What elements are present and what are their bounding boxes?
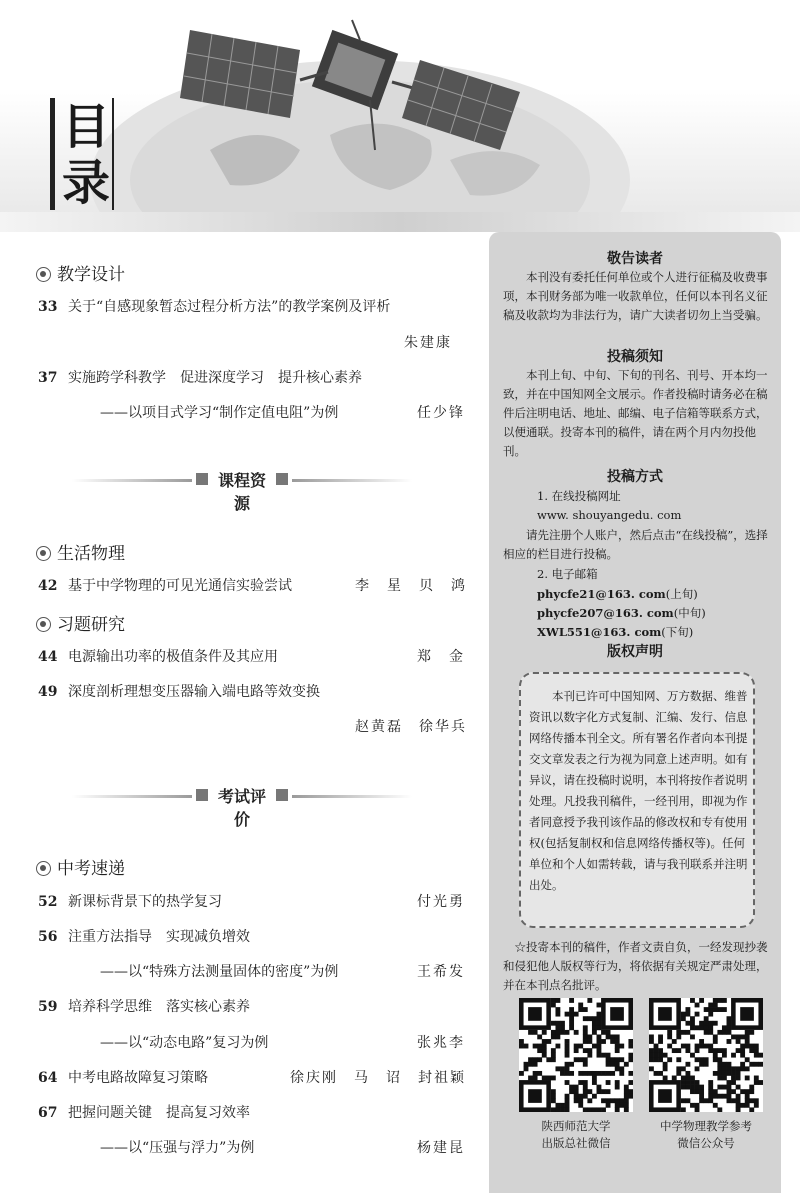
article-title: 把握问题关键 提高复习效率 xyxy=(68,1105,250,1121)
plagiarism-warning: ☆投寄本刊的稿件，作者文责自负，一经发现抄袭和侵犯他人版权等行为，将依据有关规定严肃处理，并在本刊点名批评。 xyxy=(503,940,768,992)
toc-entry[interactable] xyxy=(38,1102,250,1122)
article-title: 基于中学物理的可见光通信实验尝试 xyxy=(68,578,292,594)
section-heading: 教学设计 xyxy=(36,260,125,285)
section-heading: 中考速递 xyxy=(36,854,125,879)
submission-url[interactable]: www. shouyangedu. com xyxy=(537,508,682,522)
page-title-char-1: 目 xyxy=(62,99,111,155)
category-band xyxy=(72,468,412,513)
circle-bullet-icon xyxy=(36,546,51,561)
article-title: 实施跨学科教学 促进深度学习 提升核心素养 xyxy=(68,370,362,386)
qr-caption-journal: 中学物理教学参考 微信公众号 xyxy=(660,1119,752,1150)
article-title: 中考电路故障复习策略 xyxy=(68,1070,208,1086)
page-number: 52 xyxy=(38,894,58,910)
page-title-char-2: 录 xyxy=(62,155,111,211)
section-heading: 习题研究 xyxy=(36,610,125,635)
circle-bullet-icon xyxy=(36,617,51,632)
page-number: 56 xyxy=(38,929,58,945)
page-number: 67 xyxy=(38,1105,58,1121)
notice-heading: 敬告读者 xyxy=(607,251,663,267)
header-gray-band xyxy=(0,212,800,232)
toc-entry[interactable] xyxy=(38,367,362,387)
title-bar-right xyxy=(112,98,114,210)
page-number: 33 xyxy=(38,299,58,315)
qr-code-icon xyxy=(649,998,763,1112)
article-author: 朱建康 xyxy=(404,335,452,351)
circle-bullet-icon xyxy=(36,861,51,876)
qr-code-journal[interactable] xyxy=(649,998,763,1112)
article-author: 杨建昆 xyxy=(417,1140,465,1156)
submission-notes-text: 本刊上旬、中旬、下旬的刊名、刊号、开本均一致，并在中国知网全文展示。作者投稿时请务必在稿件后注明电话、地址、邮编、电子信箱等联系方式，以便通联。投寄本刊的稿件，请在两个月内勿投他刊。 xyxy=(503,368,768,458)
page-number: 42 xyxy=(38,578,58,594)
copyright-text: 本刊已许可中国知网、万方数据、维普资讯以数字化方式复制、汇编、发行、信息网络传播本刊全文。所有署名作者向本刊提交文章发表之行为视为同意上述声明。如有异议，请在投稿时说明，本刊将按作者说明处理。凡投我刊稿件，一经刊用，即视为作者同意授予我刊该作品的修改权和专有使用权(包括复制权和信息网络传播权等)。任何单位和个人如需转载，请与我刊联系并注明出处。 xyxy=(529,689,748,892)
article-title: 新课标背景下的热学复习 xyxy=(68,894,222,910)
article-author: 徐庆刚 马 诏 封祖颖 xyxy=(290,1070,466,1086)
article-author: 王希发 xyxy=(417,964,465,980)
page-number: 64 xyxy=(38,1070,58,1086)
email-address[interactable]: phycfe21@163. com(上旬) xyxy=(537,587,698,601)
toc-entry[interactable] xyxy=(38,1067,208,1087)
square-icon xyxy=(196,473,208,485)
article-subtitle: ——以“压强与浮力”为例 xyxy=(100,1140,255,1156)
article-subtitle: ——以项目式学习“制作定值电阻”为例 xyxy=(100,405,339,421)
article-title: 注重方法指导 实现减负增效 xyxy=(68,929,250,945)
email-address[interactable]: phycfe207@163. com(中旬) xyxy=(537,606,706,620)
page-number: 44 xyxy=(38,649,58,665)
square-icon xyxy=(276,473,288,485)
online-submission-label: 1. 在线投稿网址 xyxy=(537,489,621,503)
page-number: 49 xyxy=(38,684,58,700)
qr-code-publisher[interactable] xyxy=(519,998,633,1112)
email-label: 2. 电子邮箱 xyxy=(537,567,598,581)
toc-entry[interactable] xyxy=(38,891,222,911)
submission-instructions: 请先注册个人账户，然后点击“在线投稿”，选择相应的栏目进行投稿。 xyxy=(503,528,768,561)
toc-entry[interactable] xyxy=(38,646,278,666)
article-author: 郑 金 xyxy=(417,649,465,665)
toc-entry[interactable] xyxy=(38,296,390,316)
page-number: 37 xyxy=(38,370,58,386)
article-title: 关于“自感现象暂态过程分析方法”的教学案例及评析 xyxy=(68,299,391,315)
article-author: 任少锋 xyxy=(417,405,465,421)
article-author: 付光勇 xyxy=(417,894,465,910)
article-author: 赵黄磊 徐华兵 xyxy=(355,719,467,735)
article-author: 李 星 贝 鸿 xyxy=(355,578,467,594)
qr-code-icon xyxy=(519,998,633,1112)
toc-entry[interactable] xyxy=(38,996,250,1016)
email-address[interactable]: XWL551@163. com(下旬) xyxy=(537,625,694,639)
page-number: 59 xyxy=(38,999,58,1015)
table-of-contents xyxy=(0,232,480,1193)
title-bar-left xyxy=(50,98,55,210)
section-heading: 生活物理 xyxy=(36,539,125,564)
article-title: 深度剖析理想变压器输入端电路等效变换 xyxy=(68,684,320,700)
notice-panel xyxy=(489,232,781,1193)
toc-entry[interactable] xyxy=(38,575,292,595)
square-icon xyxy=(196,789,208,801)
satellite-globe-illustration xyxy=(0,0,800,232)
header-banner xyxy=(0,0,800,232)
article-subtitle: ——以“动态电路”复习为例 xyxy=(100,1035,269,1051)
article-title: 培养科学思维 落实核心素养 xyxy=(68,999,250,1015)
article-author: 张兆李 xyxy=(417,1035,465,1051)
toc-entry[interactable] xyxy=(38,681,320,701)
category-label: 课程资源 xyxy=(217,471,266,513)
submission-notes-heading: 投稿须知 xyxy=(607,349,663,365)
square-icon xyxy=(276,789,288,801)
circle-bullet-icon xyxy=(36,267,51,282)
submission-methods-heading: 投稿方式 xyxy=(607,469,663,485)
article-subtitle: ——以“特殊方法测量固体的密度”为例 xyxy=(100,964,339,980)
qr-caption-publisher: 陕西师范大学 出版总社微信 xyxy=(541,1119,611,1150)
article-title: 电源输出功率的极值条件及其应用 xyxy=(68,649,278,665)
category-label: 考试评价 xyxy=(217,787,266,829)
copyright-box xyxy=(519,672,755,928)
category-band xyxy=(72,784,412,829)
notice-text: 本刊没有委托任何单位或个人进行征稿及收费事项，本刊财务部为唯一收款单位，任何以本刊名义征稿及收款均为非法行为，请广大读者切勿上当受骗。 xyxy=(503,270,768,322)
toc-entry[interactable] xyxy=(38,926,250,946)
copyright-heading: 版权声明 xyxy=(607,644,663,660)
